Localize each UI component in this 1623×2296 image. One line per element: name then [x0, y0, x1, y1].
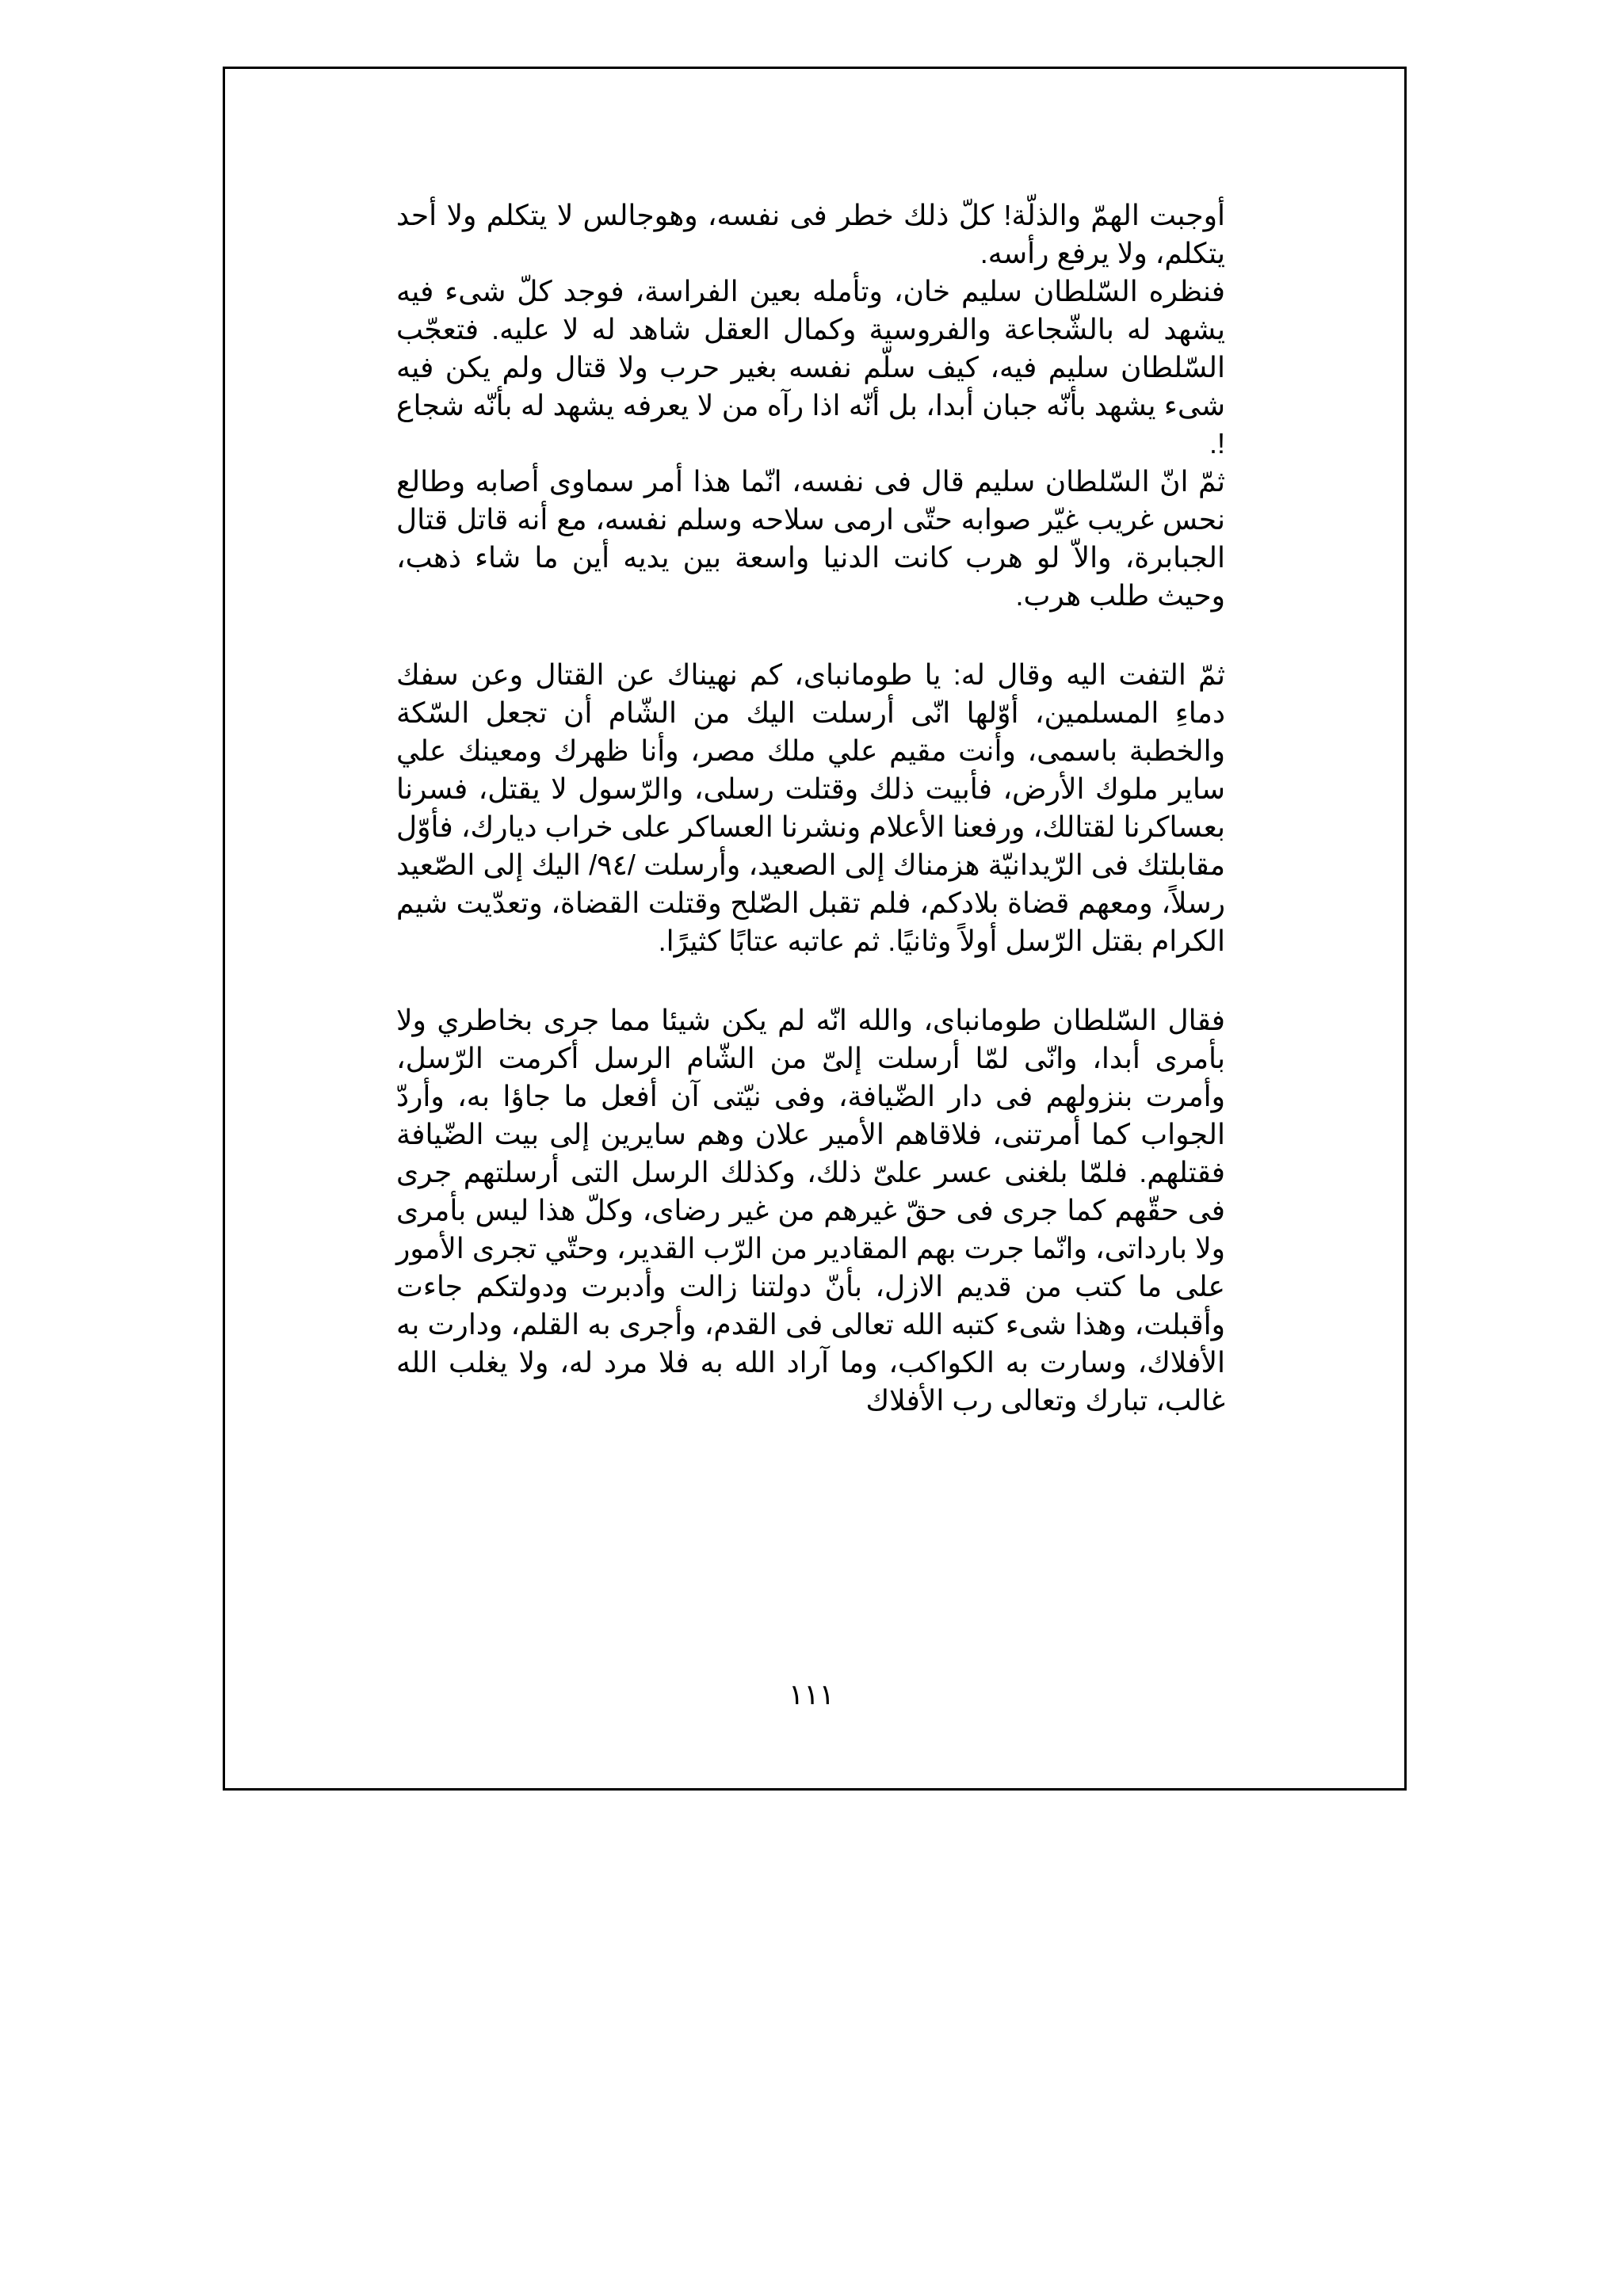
paragraph-3: ثمّ انّ السّلطان سليم قال فى نفسه، انّما هذا أمر سماوى أصابه وطالع نحس غريب غيّر صوابه حتّى ارمى سلاحه وسلم نفسه، مع أنه قاتل قتال الجبابرة، والاّ لو هرب كانت الدنيا واسعة بين يديه أين ما شاء ذهب، وحيث طلب هرب. [396, 465, 1225, 612]
paragraph-5: فقال السّلطان طومانباى، والله انّه لم يكن شيئا مما جرى بخاطري ولا بأمرى أبدا، وانّى لمّا أرسلت إلىّ من الشّام الرسل أكرمت الرّسل، وأمرت بنزولهم فى دار الضّيافة، وفى نيّتى آن أفعل ما جاؤا به، وأردّ الجواب كما أمرتنى، فلاقاهم الأمير علان وهم سايرين إلى بيت الضّيافة فقتلهم. فلمّا بلغنى عسر علىّ ذلك، وكذلك الرسل التى أرسلتهم جرى فى حقّهم كما جرى فى حقّ غيرهم من غير رضاى، وكلّ هذا ليس بأمرى ولا بارداتى، وانّما جرت بهم المقادير من الرّب القدير، وحتّي تجرى الأمور على ما كتب من قديم الازل، بأنّ دولتنا زالت وأدبرت ودولتكم جاءت وأقبلت، وهذا شىء كتبه الله تعالى فى القدم، وأجرى به القلم، ودارت به الأفلاك، وسارت به الكواكب، وما آراد الله به فلا مرد له، ولا يغلب الله غالب، تبارك وتعالى رب الأفلاك [396, 1004, 1225, 1417]
page-number: ١١١ [788, 1678, 834, 1711]
paragraph-2: فنظره السّلطان سليم خان، وتأمله بعين الفراسة، فوجد كلّ شىء فيه يشهد له بالشّجاعة والفروسية وكمال العقل شاهد له لا عليه. فتعجّب السّلطان سليم فيه، كيف سلّم نفسه بغير حرب ولا قتال ولم يكن فيه شىء يشهد بأنّه جبان أبدا، بل أنّه اذا رآه من لا يعرفه يشهد له بأنّه شجاع !. [396, 275, 1225, 460]
paragraph-gap [396, 615, 1225, 656]
paragraph-gap [396, 960, 1225, 1001]
paragraph-4: ثمّ التفت اليه وقال له: يا طومانباى، كم نهيناك عن القتال وعن سفك دماءِ المسلمين، أوّلها انّى أرسلت اليك من الشّام أن تجعل السّكة والخطبة باسمى، وأنت مقيم علي ملك مصر، وأنا ظهرك ومعينك علي ساير ملوك الأرض، فأبيت ذلك وقتلت رسلى، والرّسول لا يقتل، فسرنا بعساكرنا لقتالك، ورفعنا الأعلام ونشرنا العساكر على خراب ديارك، فأوّل مقابلتك فى الرّيدانيّة هزمناك إلى الصعيد، وأرسلت /٩٤/ اليك إلى الصّعيد رسلاً، ومعهم قضاة بلادكم، فلم تقبل الصّلح وقتلت القضاة، وتعدّيت شيم الكرام بقتل الرّسل أولاً وثانيًا. ثم عاتبه عتابًا كثيرًا. [396, 658, 1225, 957]
paragraph-1: أوجبت الهمّ والذلّة! كلّ ذلك خطر فى نفسه، وهوجالس لا يتكلم ولا أحد يتكلم، ولا يرفع رأسه. [396, 199, 1225, 269]
body-text [396, 196, 1225, 1420]
